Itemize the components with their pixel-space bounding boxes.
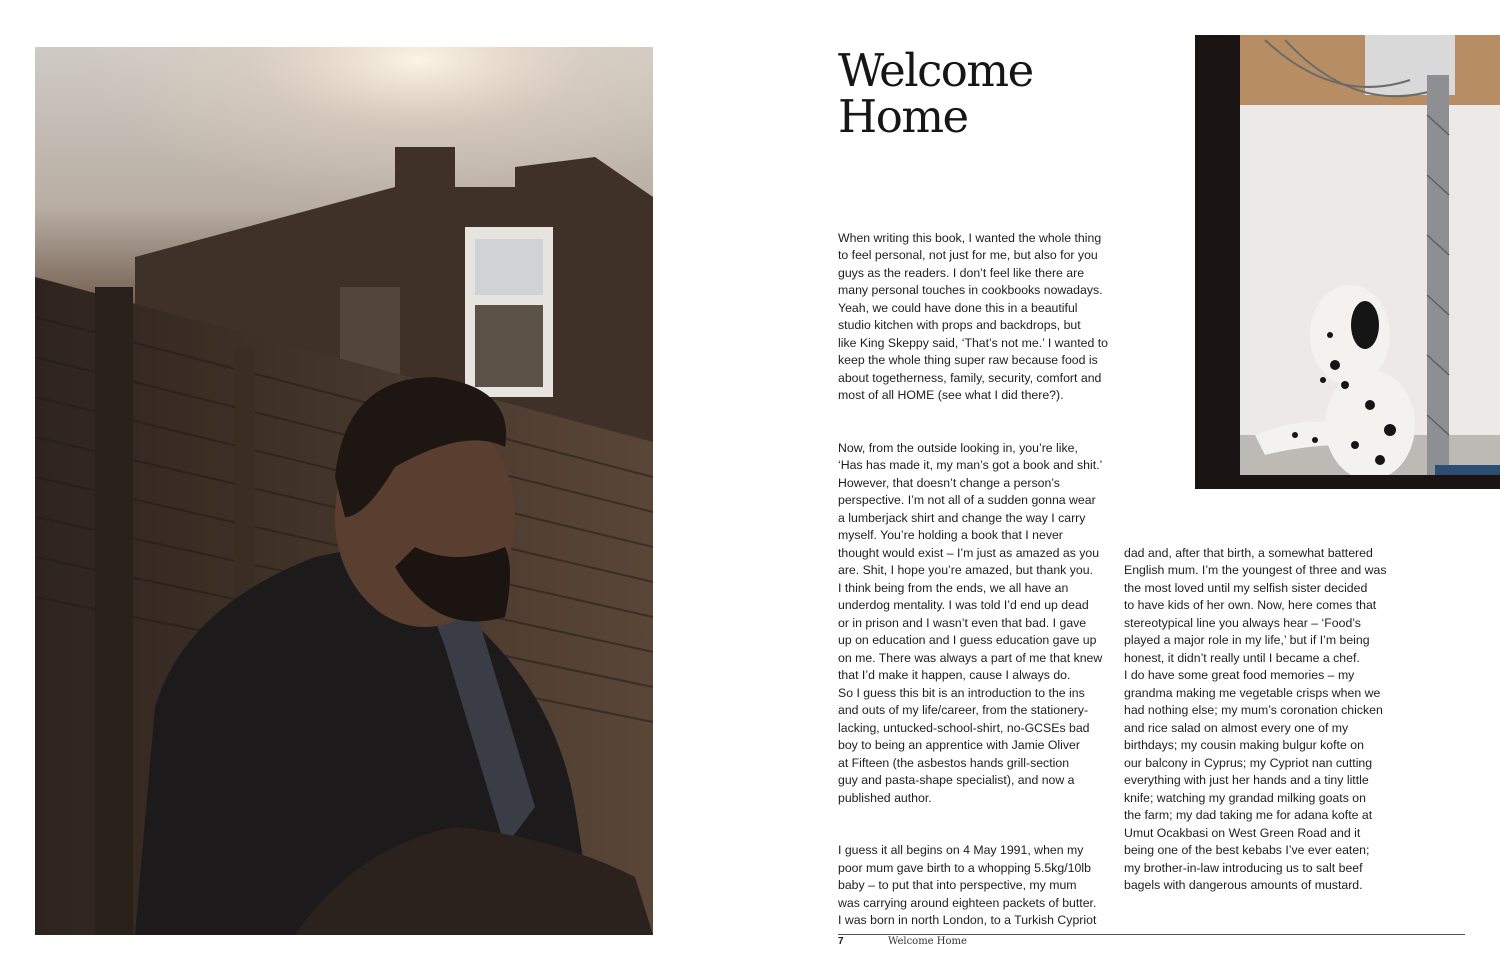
title-line-2: Home [838,90,968,143]
paragraph: Now, from the outside looking in, you’re like, ‘Has has made it, my man’s got a book and shit.’ However, that doesn’t change a person’s perspective. I’m not all of a sudden gonna wear a lumberjack shirt and change the way I carry myself. You’re holding a book that I never thought would exist – I’m just as amazed as you are. Shit, I hope you’re amazed, but thank you. I think being from the ends, we all have an underdog mentality. I was told I’d end up dead or in prison and I wasn’t even that bad. I gave up on education and I guess education gave up on me. There was always a part of me that knew that I’d make it happen, cause I always do. So I guess this bit is an introduction to the ins and outs of my life/career, from the stationery- lacking, untucked-school-shirt, no-GCSEs bad boy to being an apprentice with Jamie Oliver at Fifteen (the asbestos hands grill-section guy and pasta-shape specialist), and now a published author. [838,440,1103,805]
text-column-2 [1124,527,1399,912]
dalmatian-at-window-photo [1195,35,1500,489]
page-number: 7 [838,936,844,947]
running-title: Welcome Home [888,936,967,947]
man-in-backyard-photo [35,47,653,935]
page-title [838,44,1033,143]
paragraph: dad and, after that birth, a somewhat battered English mum. I’m the youngest of three and was the most loved until my selfish sister decided to have kids of her own. Now, here comes that stereotypical line you always hear – ‘Food’s played a major role in my life,’ but if I’m being honest, it didn’t really until I became a chef. I do have some great food memories – my grandma making me vegetable crisps when we had nothing else; my mum’s coronation chicken and rice salad on almost every one of my birthdays; my cousin making bulgur kofte on our balcony in Cyprus; my Cypriot nan cutting everything with just her hands and a tiny little knife; watching my grandad milking goats on the farm; my dad taking me for adana kofte at Umut Ocakbasi on West Green Road and it being one of the best kebabs I’ve ever eaten; my brother-in-law introducing us to salt beef bagels with dangerous amounts of mustard. [1124,545,1387,892]
paragraph: When writing this book, I wanted the whole thing to feel personal, not just for me, but also for you guys as the readers. I don’t feel like there are many personal touches in cookbooks nowadays. Yeah, we could have done this in a beautiful studio kitchen with props and backdrops, but like King Skeppy said, ‘That’s not me.’ I wanted to keep the whole thing super raw because food is about togetherness, family, security, comfort and most of all HOME (see what I did there?). [838,230,1108,402]
title-line-1: Welcome [838,44,1033,97]
text-column-1 [838,212,1113,947]
paragraph: I guess it all begins on 4 May 1991, when my poor mum gave birth to a whopping 5.5kg/10lb baby – to put that into perspective, my mum was carrying around eighteen packets of butter. I was born in north London, to a Turkish Cypriot [838,843,1097,927]
